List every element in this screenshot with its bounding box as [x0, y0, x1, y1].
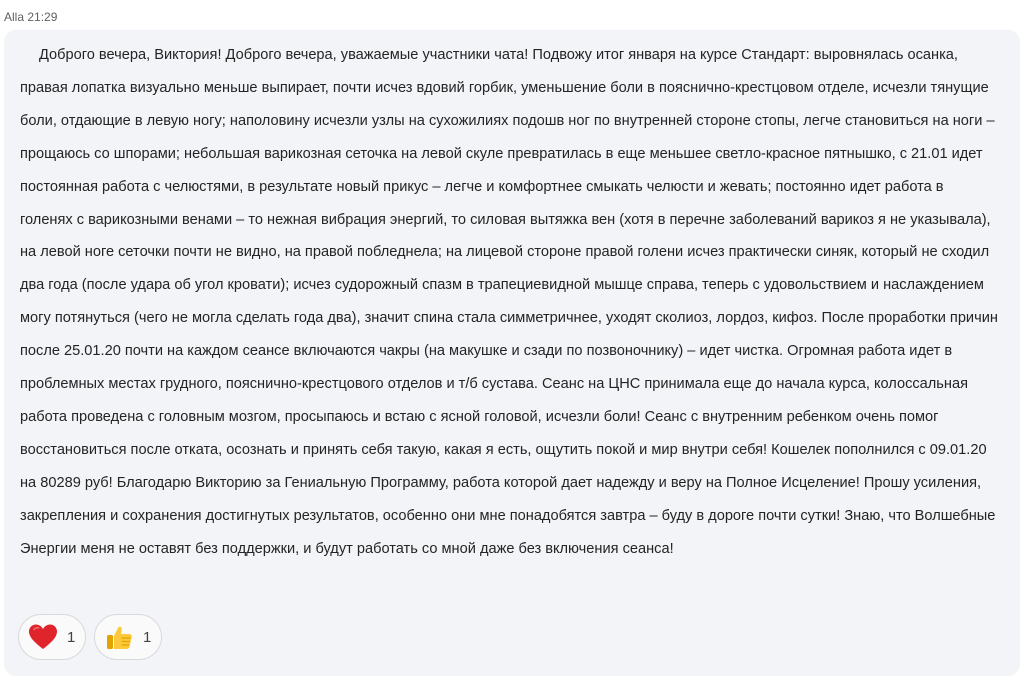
message-text: Доброго вечера, Виктория! Доброго вечера, уважаемые участники чата! Подвожу итог января на курсе Стандарт: выровнялась осанка, правая лопатка визуально меньше выпирает, почти исчез вдовий горбик, уменьшение боли в пояснично-крестцовом отделе, исчезли тянущие боли, отдающие в левую ногу; наполовину исчезли узлы на сухожилиях подошв ног по внутренней стороне стопы, легче становиться на ноги –прощаюсь со шпорами; небольшая варикозная сеточка на левой скуле превратилась в еще меньшее светло-красное пятнышко, с 21.01 идет постоянная работа с челюстями, в результате новый прикус – легче и комфортнее смыкать челюсти и жевать; постоянно идет работа в голенях с варикозными венами – то нежная вибрация энергий, то силовая вытяжка вен (хотя в перечне заболеваний варикоз я не указывала), на левой ноге сеточки почти не видно, на правой побледнела; на лицевой стороне правой голени исчез практически синяк, который не сходил два года (после удара об угол кровати); исчез судорожный спазм в трапециевидной мышце справа, теперь с удовольствием и наслаждением могу потянуться (чего не могла сделать года два), значит спина стала симметричнее, уходят сколиоз, лордоз, кифоз. После проработки причин после 25.01.20 почти на каждом сеансе включаются чакры (на макушке и сзади по позвоночнику) – идет чистка. Огромная работа идет в проблемных местах грудного, пояснично-крестцового отделов и т/б сустава. Сеанс на ЦНС принимала еще до начала курса, колоссальная работа проведена с головным мозгом, просыпаюсь и встаю с ясной головой, исчезли боли! Сеанс с внутренним ребенком очень помог восстановиться после отката, осознать и принять себя такую, какая я есть, ощутить покой и мир внутри себя! Кошелек пополнился с 09.01.20 на 80289 руб! Благодарю Викторию за Гениальную Программу, работа которой дает надежду и веру на Полное Исцеление! Прошу усиления, закрепления и сохранения достигнутых результатов, особенно они мне понадобятся завтра – буду в дороге почти сутки! Знаю, что Волшебные Энергии меня не оставят без поддержки, и будут работать со мной даже без включения сеанса!: [20, 47, 998, 557]
message-bubble: [4, 30, 1020, 676]
heart-icon: [28, 623, 58, 651]
thumbs-up-icon: [104, 622, 134, 652]
reaction-thumbs-up[interactable]: [94, 614, 162, 660]
thumbs-up-count: 1: [143, 628, 152, 646]
message-header: [4, 9, 57, 25]
reactions-bar: [18, 614, 162, 660]
reaction-heart[interactable]: [18, 614, 86, 660]
message-time: 21:29: [27, 10, 58, 24]
author-name: Alla: [4, 10, 25, 24]
heart-count: 1: [67, 628, 76, 646]
